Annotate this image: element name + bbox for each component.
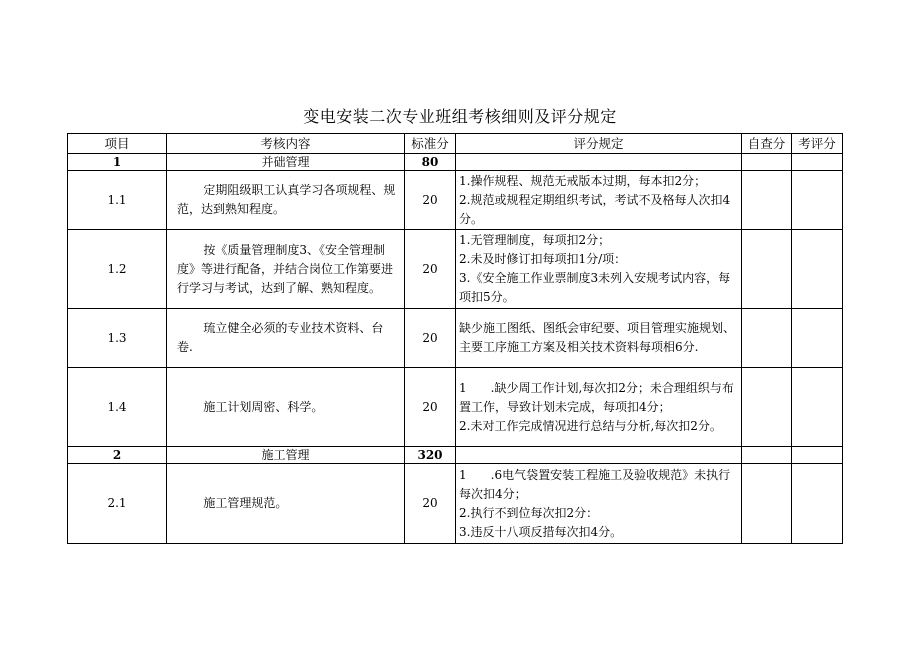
rule-line: 2.未及时修订扣每项扣1分/项： — [459, 252, 627, 266]
table-row — [68, 464, 843, 544]
self-score-cell — [742, 154, 792, 171]
header-item: 项目 — [68, 134, 167, 154]
item-number: 2.1 — [68, 464, 167, 544]
item-rules — [456, 230, 742, 309]
section-name: 并础管理 — [167, 154, 405, 171]
eval-score-cell — [792, 230, 843, 309]
table-header-row — [68, 134, 843, 154]
eval-score-cell — [792, 464, 843, 544]
item-number: 1.1 — [68, 171, 167, 230]
item-score: 20 — [405, 464, 456, 544]
rule-line: 缺少施工图纸、图纸会审纪要、项目管理实施规划、主要工序施工方案及相关技术资料每项相6分. — [459, 321, 736, 354]
eval-score-cell — [792, 171, 843, 230]
section-rules-cell — [456, 447, 742, 464]
item-content — [167, 464, 405, 544]
header-score: 标准分 — [405, 134, 456, 154]
item-score: 20 — [405, 309, 456, 368]
content-text: 琉立健全必须的专业技术资料、台卷. — [177, 321, 384, 354]
content-text: 定期阻级职工认真学习各项规程、规范，达到熟知程度。 — [177, 183, 396, 216]
rule-line: 2.未对工作完成情况进行总结与分析,每次扣2分。 — [459, 418, 722, 433]
rule-line: 3.《安全施工作业票制度3未列入安规考试内容，每项扣5分。 — [459, 271, 731, 304]
content-text: 按《质量管理制度3、《安全管理制度》等进行配备，并结合岗位工作第要进行学习与考试，达到了解、熟知程度。 — [177, 242, 394, 295]
self-score-cell — [742, 309, 792, 368]
item-rules — [456, 368, 742, 447]
header-content: 考核内容 — [167, 134, 405, 154]
item-content — [167, 171, 405, 230]
rule-line: 1 .缺少周工作计划,每次扣2分；未合理组织与布置工作，导致计划未完成，每项扣4分； — [459, 380, 734, 414]
eval-score-cell — [792, 368, 843, 447]
self-score-cell — [742, 464, 792, 544]
section-row — [68, 447, 843, 464]
rule-line: 1.无管理制度，每项扣2分； — [459, 233, 611, 247]
self-score-cell — [742, 230, 792, 309]
section-row — [68, 154, 843, 171]
section-rules-cell — [456, 154, 742, 171]
header-self-score: 自查分 — [742, 134, 792, 154]
rule-line: 2.规范或规程定期组织考试，考试不及格每人次扣4分。 — [459, 192, 731, 226]
item-score: 20 — [405, 171, 456, 230]
rule-line: 3.违反十八项反措每次扣4分。 — [459, 524, 623, 539]
item-number: 1.4 — [68, 368, 167, 447]
table-row — [68, 171, 843, 230]
header-rules: 评分规定 — [456, 134, 742, 154]
eval-score-cell — [792, 447, 843, 464]
self-score-cell — [742, 368, 792, 447]
table-row — [68, 309, 843, 368]
rule-line: 1.操作规程、规范无戒版本过期，每本扣2分； — [459, 173, 707, 188]
item-number: 1.2 — [68, 230, 167, 309]
item-score: 20 — [405, 368, 456, 447]
eval-score-cell — [792, 154, 843, 171]
content-text: 施工计划周密、科学。 — [203, 399, 324, 414]
item-number: 1.3 — [68, 309, 167, 368]
section-number: 2 — [68, 447, 167, 464]
item-content — [167, 230, 405, 309]
section-score: 320 — [405, 447, 456, 464]
rule-line: 2.执行不到位每次扣2分： — [459, 505, 599, 520]
self-score-cell — [742, 447, 792, 464]
rule-line: 1 .6电气袋置安装工程施工及验收规范》未执行每次扣4分； — [459, 467, 731, 501]
item-rules — [456, 464, 742, 544]
self-score-cell — [742, 171, 792, 230]
eval-score-cell — [792, 309, 843, 368]
section-name: 施工管理 — [167, 447, 405, 464]
item-rules — [456, 309, 742, 368]
item-content — [167, 368, 405, 447]
item-score: 20 — [405, 230, 456, 309]
item-content — [167, 309, 405, 368]
table-row — [68, 230, 843, 309]
item-rules — [456, 171, 742, 230]
header-eval-score: 考评分 — [792, 134, 843, 154]
document-title: 变电安装二次专业班组考核细则及评分规定 — [303, 107, 617, 126]
section-number: 1 — [68, 154, 167, 171]
scoring-table — [67, 133, 843, 544]
table-row — [68, 368, 843, 447]
content-text: 施工管理规范。 — [203, 496, 288, 510]
section-score: 80 — [405, 154, 456, 171]
